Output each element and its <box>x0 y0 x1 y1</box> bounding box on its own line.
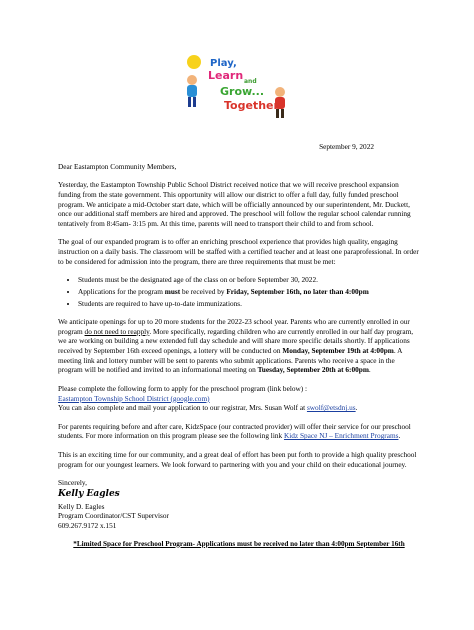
requirements-list <box>58 275 420 308</box>
signature: Kelly Eagles <box>58 488 120 499</box>
logo-text-together: Together! <box>224 99 284 112</box>
logo-text-grow: Grow... <box>220 85 265 98</box>
logo-text-and: and <box>244 78 257 85</box>
signer-phone: 609.267.9172 x.151 <box>58 521 117 530</box>
play-learn-grow-logo <box>180 52 300 120</box>
footer-note: *Limited Space for Preschool Program- Applications must be received no later than 4:00pm September 16th <box>73 539 405 548</box>
paragraph-funding: Yesterday, the Eastampton Township Public School District received notice that we will receive preschool expansion funding from the state government. This opportunity will allow our district to offer a full day, fully funded preschool program. We anticipate a mid-October start date, which will be officially announced by our superintendent, Mr. Duckett, once our additional staff members are hired and approved. The preschool will follow the regular school calendar running tentatively from 8:45am- 3:15 pm. At this time, parents will need to transport their child to and from school. <box>58 180 411 228</box>
sun-icon <box>187 55 201 69</box>
requirement-application: • Applications for the program must be received by Friday, September 16th, no later than 4:00pm <box>78 287 420 297</box>
logo-text-learn: Learn <box>208 69 244 82</box>
requirement-immunizations: • Students are required to have up-to-date immunizations. <box>78 299 420 309</box>
paragraph-closing: This is an exciting time for our community, and a great deal of effort has been put forth to provide a high quality preschool program for our youngest learners. We look forward to partnering with you and your child on their educational journey. <box>58 450 417 469</box>
child-head-icon <box>275 87 285 97</box>
paragraph-apply: Please complete the following form to apply for the preschool program (link below) : Eastampton Township School District (google.com) You can also complete and mail your application to our registrar, Mrs. Susan Wolf at swolf@etsdnj.us. <box>58 383 358 413</box>
signer-title: Program Coordinator/CST Supervisor <box>58 511 169 521</box>
salutation: Dear Eastampton Community Members, <box>58 161 177 171</box>
signer-name: Kelly D. Eagles <box>58 501 105 511</box>
paragraph-goal: The goal of our expanded program is to offer an enriching preschool experience that provides high quality, engaging instruction on a daily basis. The classroom will be staffed with a certified teacher and at least one paraprofessional. In order to be considered for admission into the program, there are three requirements that must be met: <box>58 237 419 266</box>
paragraph-kidzspace: For parents requiring before and after care, KidzSpace (our contracted provider) will offer their service for our preschool students. For more information on this program please see the following link Kidz Space NJ – Enrichment Programs. <box>58 421 411 441</box>
child-body-icon <box>187 85 197 97</box>
requirement-age: • Students must be the designated age of the class on or before September 30, 2022. <box>78 275 420 285</box>
registrar-email-link[interactable]: swolf@etsdnj.us <box>306 403 356 413</box>
letter-body <box>58 142 420 558</box>
child-head-icon <box>187 75 197 85</box>
letter-date: September 9, 2022 <box>319 142 374 151</box>
kidzspace-link[interactable]: Kidz Space NJ – Enrichment Programs <box>283 431 399 441</box>
paragraph-openings: We anticipate openings for up to 20 more students for the 2022-23 school year. Parents who are currently enrolled in our program do not need to reapply. More specifically, regarding children who are currently enrolled in our half day program, we are working on building a new extended full day schedule and will share more specific details shortly. If applications received by September 16th exceed openings, a lottery will be conducted on Monday, September 19th at 4:00pm. A meeting link and lottery number will be sent to parents who submit applications. Parents who receive a space in the program will be notified and invited to an informational meeting on Tuesday, September 20th at 6:00pm. <box>58 317 414 375</box>
signature-block <box>58 478 420 530</box>
closing: Sincerely, <box>58 478 87 488</box>
logo-text-play: Play, <box>210 58 237 69</box>
application-form-link[interactable]: Eastampton Township School District (google.com) <box>58 393 210 403</box>
